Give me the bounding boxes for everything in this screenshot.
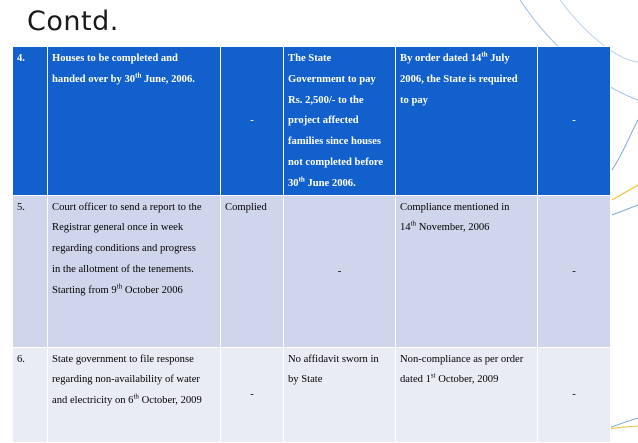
action-cell: The State Government to pay Rs. 2,500/- to the project affected families since houses not completed before 30th June 2006. (284, 47, 396, 196)
directive-cell: Houses to be completed and handed over by 30th June, 2006. (48, 47, 221, 196)
row-number: 5. (13, 195, 48, 347)
row-number: 4. (13, 47, 48, 196)
remarks-cell: By order dated 14th July 2006, the State is required to pay (396, 47, 538, 196)
action-cell: No affidavit sworn in by State (284, 347, 396, 442)
remarks-cell: Compliance mentioned in 14th November, 2006 (396, 195, 538, 347)
directive-cell: State government to file response regarding non-availability of water and electricity on 6th October, 2009 (48, 347, 221, 442)
table-row-5 (13, 195, 611, 347)
compliance-cell: Complied (221, 195, 284, 347)
compliance-table (12, 46, 611, 443)
table-row-4 (13, 47, 611, 196)
row-number: 6. (13, 347, 48, 442)
table-row-6 (13, 347, 611, 442)
last-cell: - (538, 195, 611, 347)
compliance-cell: - (221, 47, 284, 196)
action-cell: - (284, 195, 396, 347)
last-cell: - (538, 347, 611, 442)
compliance-cell: - (221, 347, 284, 442)
remarks-cell: Non-compliance as per order dated 1st October, 2009 (396, 347, 538, 442)
directive-cell: Court officer to send a report to the Registrar general once in week regarding conditions and progress in the allotment of the tenements. Starting from 9th October 2006 (48, 195, 221, 347)
last-cell: - (538, 47, 611, 196)
slide-title: Contd. (27, 6, 119, 37)
